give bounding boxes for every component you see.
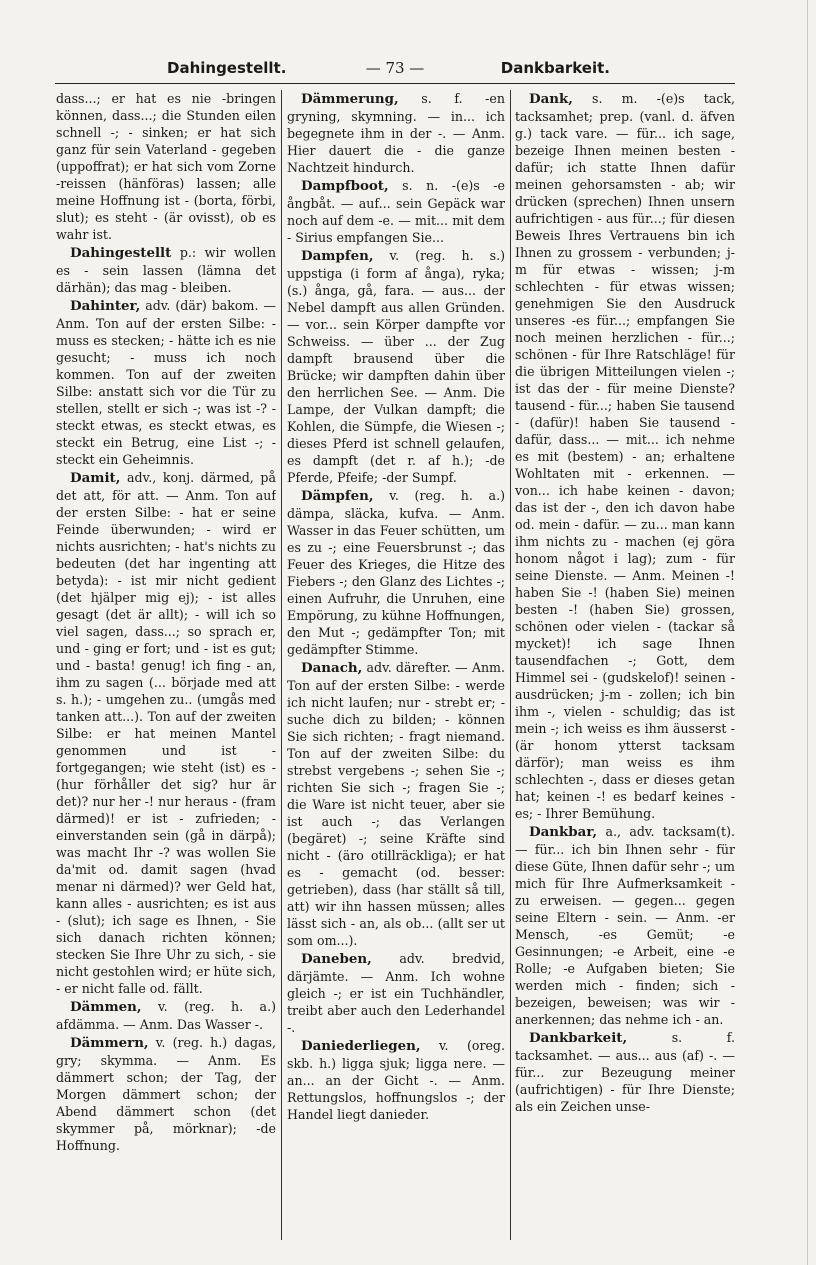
- entry-text: v. (reg. h. a.) afdämma. — Anm. Das Wasser -.: [56, 999, 276, 1032]
- entry-text: dass...; er hat es nie -bringen können, dass...; die Stunden eilen schnell -; - sinken; er hat sich ganz für sein Vaterland - gegeben (uppoffrat); er hat sich vom Zorne -reissen (hänföras) lassen; alle meine Hoffnung ist - (borta, förbi, slut); es steht - (är ovisst), ob es wahr ist.: [56, 91, 276, 242]
- column-rule: [281, 90, 282, 1240]
- entry-text: p.: wir wollen es - sein lassen (lämna det därhän); das mag - bleiben.: [56, 245, 276, 295]
- entry-text: v. (reg. h. a.) dämpa, släcka, kufva. — Anm. Wasser in das Feuer schütten, um es zu -; eine Feuersbrunst -; das Feuer des Krieges, die Hitze des Fiebers -; den Glanz des Lichtes -; einen Aufruhr, die Unruhen, eine Empörung, zu kühne Hoffnungen, den Mut -; gedämpfter Ton; mit gedämpfter Stimme.: [287, 488, 505, 657]
- dictionary-entry: [56, 297, 276, 468]
- entry-headword: Dampfen,: [301, 248, 374, 264]
- page-number: — 73 —: [365, 59, 425, 77]
- dictionary-entry: [287, 659, 505, 949]
- entry-text: adv. (där) bakom. — Anm. Ton auf der ersten Silbe: - muss es stecken; - hätte ich es nie gesucht; - muss ich noch kommen. Ton auf der zweiten Silbe: anstatt sich vor die Tür zu stellen, stellt er sich -; was ist -? - steckt etwas, es steckt etwas, es steckt ein Betrug, eine List -; - steckt ein Geheimnis.: [56, 298, 276, 467]
- dictionary-entry: [515, 823, 735, 1028]
- dictionary-entry: [287, 1037, 505, 1123]
- dictionary-entry: [56, 998, 276, 1033]
- entry-text: v. (oreg. skb. h.) ligga sjuk; ligga nere. — an... an der Gicht -. — Anm. Rettungslos, hoffnungslos -; der Handel liegt danieder.: [287, 1038, 505, 1122]
- entry-headword: Daneben,: [301, 951, 372, 967]
- dictionary-entry: [287, 247, 505, 486]
- entry-headword: Dämmern,: [70, 1035, 149, 1051]
- entry-text: adv. därefter. — Anm. Ton auf der ersten Silbe: - werde ich nicht laufen; nur - strebt er; - suche dich zu bilden; - können Sie sich richten; - fragt niemand. Ton auf der zweiten Silbe: du strebst vergebens -; sehen Sie -; richten Sie sich -; fragen Sie -; die Ware ist nicht teuer, aber sie ist auch -; das Verlangen (begäret) -; seine Kräfte sind nicht - (äro otillräckliga); er hat es - gemacht (od. besser: getrieben), dass (har ställt så till, att) wir ihn hassen müssen; alles lässt sich - an, als ob... (allt ser ut som om...).: [287, 660, 505, 948]
- entry-headword: Dämmen,: [70, 999, 142, 1015]
- dictionary-entry: [515, 90, 735, 822]
- entry-headword: Dahinter,: [70, 298, 141, 314]
- dictionary-entry: [56, 90, 276, 243]
- entry-headword: Dämmerung,: [301, 91, 399, 107]
- entry-text: s. f. tacksamhet. — aus... aus (af) -. — für... zur Bezeugung meiner (aufrichtigen) - für Ihre Dienste; als ein Zeichen unse-: [515, 1030, 735, 1114]
- entry-text: v. (reg. h.) dagas, gry; skymma. — Anm. Es dämmert schon; der Tag, der Morgen dämmert schon; der Abend dämmert schon (det skymmer på, mörknar); -de Hoffnung.: [56, 1035, 276, 1153]
- entry-headword: Dahingestellt: [70, 245, 172, 261]
- dictionary-entry: [515, 1029, 735, 1115]
- entry-text: s. m. -(e)s tack, tacksamhet; prep. (vanl. d. äfven g.) tack vare. — für... ich sage, bezeige Ihnen meinen besten - dafür; ich statte Ihnen dafür meinen gehorsamsten - ab; wir drücken (sprechen) Ihnen unsern aufrichtigen - aus für...; für diesen Beweis Ihres Vertrauens bin ich Ihnen zu grossem - verbunden; j-m für etwas - wissen; j-m schlechten - für etwas wissen; genehmigen Sie den Ausdruck unseres -es für...; empfangen Sie noch meinen herzlichen - für...; schönen - für Ihre Ratschläge! für die übrigen Mitteilungen vielen -; ist das der - für meine Dienste? tausend - für...; haben Sie tausend - (dafür)! haben Sie tausend - dafür, dass... — mit... ich nehme es mit (bestem) - an; erhaltene Wohltaten mit - erkennen. — von... ich habe keinen - davon; das ist der -, den ich davon habe od. mein - dafür. — zu... man kann ihm nichts zu - machen (ej göra honom något i lag); zum - für seine Dienste. — Anm. Meinen -! haben Sie -! (haben Sie) meinen besten -! (haben Sie) grossen, schönen oder vielen - (tackar så mycket)! ich sage Ihnen tausendfachen -; Gott, dem Himmel sei - (gudskelof)! seinen - ausdrücken; j-m - zollen; ich bin ihm -, vielen - schuldig; das ist mein -; ich weiss es ihm äusserst - (är honom ytterst tacksam därför); man weiss es ihm schlechten -, dass er dieses getan hat; keinen -! es bedarf keines -es; - Ihrer Bemühung.: [515, 91, 735, 821]
- column-3: [515, 90, 735, 1240]
- header-left-guideword: Dahingestellt.: [167, 59, 287, 77]
- entry-headword: Daniederliegen,: [301, 1038, 421, 1054]
- entry-text: a., adv. tacksam(t). — für... ich bin Ihnen sehr - für diese Güte, Ihnen dafür sehr -; um mich für Ihre Aufmerksamkeit - zu erweisen. — gegen... gegen seine Eltern - sein. — Anm. -er Mensch, -es Gemüt; -e Gesinnungen; -e Arbeit, eine -e Rolle; -e Aufgaben bieten; Sie werden mich - finden; sich - bezeigen, beweisen; was wir - anerkennen; das nehme ich - an.: [515, 824, 735, 1027]
- column-1: [56, 90, 276, 1240]
- entry-headword: Dampfboot,: [301, 178, 389, 194]
- entry-headword: Dämpfen,: [301, 488, 374, 504]
- dictionary-entry: [287, 950, 505, 1036]
- dictionary-entry: [56, 244, 276, 296]
- dictionary-entry: [56, 469, 276, 997]
- dictionary-entry: [287, 90, 505, 176]
- dictionary-entry: [287, 177, 505, 246]
- entry-text: adv. bredvid, därjämte. — Anm. Ich wohne gleich -; er ist ein Tuchhändler, treibt aber auch den Lederhandel -.: [287, 951, 505, 1035]
- page-header: [55, 53, 735, 84]
- entry-text: s. f. -en gryning, skymning. — in... ich begegnete ihm in der -. — Anm. Hier dauert die - die ganze Nachtzeit hindurch.: [287, 91, 505, 175]
- column-rule: [510, 90, 511, 1240]
- page-edge: [807, 0, 808, 1265]
- entry-headword: Dankbarkeit,: [529, 1030, 628, 1046]
- entry-headword: Dankbar,: [529, 824, 598, 840]
- entry-headword: Damit,: [70, 470, 121, 486]
- entry-headword: Danach,: [301, 660, 363, 676]
- header-right-guideword: Dankbarkeit.: [500, 59, 610, 77]
- entry-text: adv., konj. därmed, på det att, för att. — Anm. Ton auf der ersten Silbe: - hat er seine Feinde überwunden; - wird er nichts ausrichten; - hat's nichts zu bedeuten (det har ingenting att betyda): - ist mir nicht gedient (det hjälper mig ej); - ist alles gesagt (det är allt); - will ich so viel sagen, dass...; so sprach er, und - ging er fort; und - ist es gut; und - basta! genug! ich fing - an, ihm zu sagen (... började med att s. h.); - umgehen zu.. (umgås med tanken att...). Ton auf der zweiten Silbe: er hat meinen Mantel genommen und ist - fortgegangen; wie steht (ist) es - (hur förhåller det sig? hur är det)? nur her -! nur heraus - (fram därmed)! er ist - zufrieden; - einverstanden sein (gå in därpå); was macht Ihr -? was wollen Sie da'mit od. damit sagen (hvad menar ni därmed)? wer Geld hat, kann alles - ausrichten; es ist aus - (slut); ich sage es Ihnen, - Sie sich danach richten können; stecken Sie Ihre Uhr zu sich, - sie nicht gestohlen wird; er hüte sich, - er nicht falle od. fällt.: [56, 470, 276, 996]
- dictionary-entry: [287, 487, 505, 658]
- dictionary-entry: [56, 1034, 276, 1154]
- column-2: [287, 90, 505, 1240]
- entry-text: s. n. -(e)s -e ångbåt. — auf... sein Gepäck war noch auf dem -e. — mit... mit dem - Sirius empfangen Sie...: [287, 178, 505, 245]
- entry-text: v. (reg. h. s.) uppstiga (i form af ånga), ryka; (s.) ånga, gå, fara. — aus... der Nebel dampft aus allen Gründen. — vor... sein Körper dampfte vor Schweiss. — über ... der Zug dampft brausend über die Brücke; wir dampften dahin über den herrlichen See. — Anm. Die Lampe, der Vulkan dampft; die Kohlen, die Sümpfe, die Wiesen -; dieses Pferd ist schnell gelaufen, es dampft (det r. af h.); -de Pferde, Pfeife; -der Sumpf.: [287, 248, 505, 485]
- entry-headword: Dank,: [529, 91, 573, 107]
